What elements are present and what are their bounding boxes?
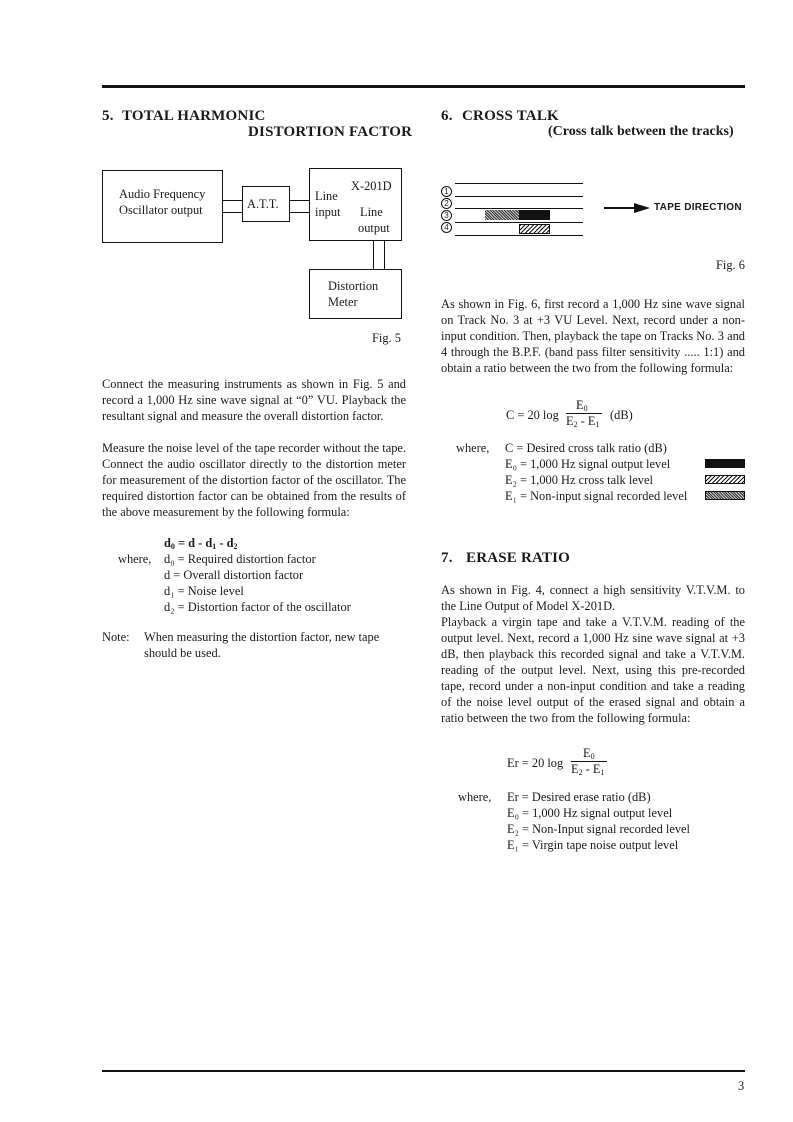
tape-direction-label: TAPE DIRECTION — [654, 202, 742, 213]
section7-def-1: Er = Desired erase ratio (dB) — [507, 790, 651, 804]
section5-number: 5. — [102, 108, 114, 124]
section7-paragraph-2: Playback a virgin tape and take a V.T.V.M. reading of the output level. Next, record a 1,000 Hz sine wave signal at +3 dB, then playback this recorded signal and take a V.T.V.M. reading of the output level. Next, using this pre-recorded tape, record under a non-input condition and take a reading of the noise level output of the erased signal and obtain a ratio between the two from the following formula: — [441, 615, 745, 725]
crosstalk-formula-denominator: E2 - E1 — [566, 414, 600, 429]
bottom-rule — [102, 1070, 745, 1072]
section7-where: where, — [458, 790, 492, 804]
fig6-caption: Fig. 6 — [716, 258, 745, 272]
crosstalk-formula-lhs: C = 20 log — [506, 408, 559, 422]
line-output-label-2: output — [358, 221, 390, 235]
section7-number: 7. — [441, 550, 453, 566]
track-1-marker: 1 — [441, 186, 452, 197]
crosstalk-formula-unit: (dB) — [610, 408, 633, 422]
track3-noninput-segment — [485, 210, 519, 220]
section6-paragraph: As shown in Fig. 6, first record a 1,000 Hz sine wave signal on Track No. 3 at +3 VU Level. Next, record under a non-input condition. Then, playback the tape on Tracks No. 3 and 4 through the B.P.F. (band pass filter sensitivity ..... 1:1) and obtain a ratio between the two from the following formula: — [441, 297, 745, 375]
meter-label-1: Distortion — [328, 279, 379, 293]
tape-line-1 — [455, 183, 583, 184]
note-label: Note: — [102, 630, 130, 644]
section5-where: where, — [118, 552, 152, 566]
section6-subtitle: (Cross talk between the tracks) — [548, 124, 734, 139]
page-number: 3 — [738, 1079, 745, 1093]
section6-title: CROSS TALK — [462, 108, 559, 124]
device-title: X-201D — [351, 179, 392, 193]
section7-def-4: E₁ = Virgin tape noise output level — [507, 838, 679, 852]
legend-signal-swatch — [705, 459, 745, 468]
track3-signal-segment — [519, 210, 550, 220]
legend-crosstalk-swatch — [705, 475, 745, 484]
section5-title-line1: TOTAL HARMONIC — [122, 108, 266, 124]
connector-att-dev-top — [290, 200, 309, 201]
track-3-marker: 3 — [441, 210, 452, 221]
fig5-caption: Fig. 5 — [372, 331, 401, 345]
section5-formula: d0 = d - d1 - d2 — [164, 536, 238, 551]
section6-def-1: C = Desired cross talk ratio (dB) — [505, 441, 667, 455]
track-2-marker: 2 — [441, 198, 452, 209]
note-line-2: should be used. — [144, 646, 221, 660]
tape-line-3 — [455, 208, 583, 209]
section7-def-2: E₀ = 1,000 Hz signal output level — [507, 806, 673, 820]
tape-line-4 — [455, 222, 583, 223]
section5-def-3: d₁ = Noise level — [164, 584, 244, 598]
track4-crosstalk-segment — [519, 224, 550, 234]
erase-formula-denominator: E2 - E1 — [571, 762, 605, 777]
section6-number: 6. — [441, 108, 453, 124]
note-line-1: When measuring the distortion factor, new tape — [144, 630, 380, 644]
tape-direction-arrow-icon — [604, 202, 650, 214]
tape-line-5 — [455, 235, 583, 236]
section5-paragraph-1: Connect the measuring instruments as shown in Fig. 5 and record a 1,000 Hz sine wave signal at “0” VU. Playback the resultant signal and measure the overall distortion factor. — [102, 377, 406, 423]
connector-dev-meter-right — [384, 241, 385, 269]
section7-paragraph-1: As shown in Fig. 4, connect a high sensitivity V.T.V.M. to the Line Output of Model X-201D. — [441, 583, 745, 613]
track-4-marker: 4 — [441, 222, 452, 233]
section5-def-1: d₀ = Required distortion factor — [164, 552, 316, 566]
section7-title: ERASE RATIO — [466, 550, 571, 566]
section6-where: where, — [456, 441, 490, 455]
legend-noninput-swatch — [705, 491, 745, 500]
att-label: A.T.T. — [247, 197, 279, 211]
connector-att-dev-bottom — [290, 212, 309, 213]
section6-def-4: E₁ = Non-input signal recorded level — [505, 489, 688, 503]
line-input-label-2: input — [315, 205, 341, 219]
section5-paragraph-2: Measure the noise level of the tape recorder without the tape. Connect the audio oscillator directly to the distortion meter for measurement of the distortion factor of the oscillator. The required distortion factor can be obtained from the results of the above measurement by the following formula: — [102, 441, 406, 519]
erase-formula-numerator: E0 — [583, 746, 595, 761]
section5-def-2: d = Overall distortion factor — [164, 568, 304, 582]
section7-def-3: E₂ = Non-Input signal recorded level — [507, 822, 690, 836]
connector-dev-meter-left — [373, 241, 374, 269]
meter-label-2: Meter — [328, 295, 358, 309]
section6-def-2: E₀ = 1,000 Hz signal output level — [505, 457, 671, 471]
connector-osc-att-top — [223, 200, 242, 201]
connector-osc-att-bottom — [223, 212, 242, 213]
oscillator-label-2: Oscillator output — [119, 203, 203, 217]
tape-line-2 — [455, 196, 583, 197]
crosstalk-formula-numerator: E0 — [576, 398, 588, 413]
erase-formula-lhs: Er = 20 log — [507, 756, 564, 770]
line-output-label-1: Line — [360, 205, 383, 219]
section6-def-3: E₂ = 1,000 Hz cross talk level — [505, 473, 653, 487]
section5-def-4: d₂ = Distortion factor of the oscillator — [164, 600, 351, 614]
section5-title-line2: DISTORTION FACTOR — [248, 124, 413, 140]
oscillator-label-1: Audio Frequency — [119, 187, 206, 201]
line-input-label-1: Line — [315, 189, 338, 203]
top-rule — [102, 85, 745, 88]
